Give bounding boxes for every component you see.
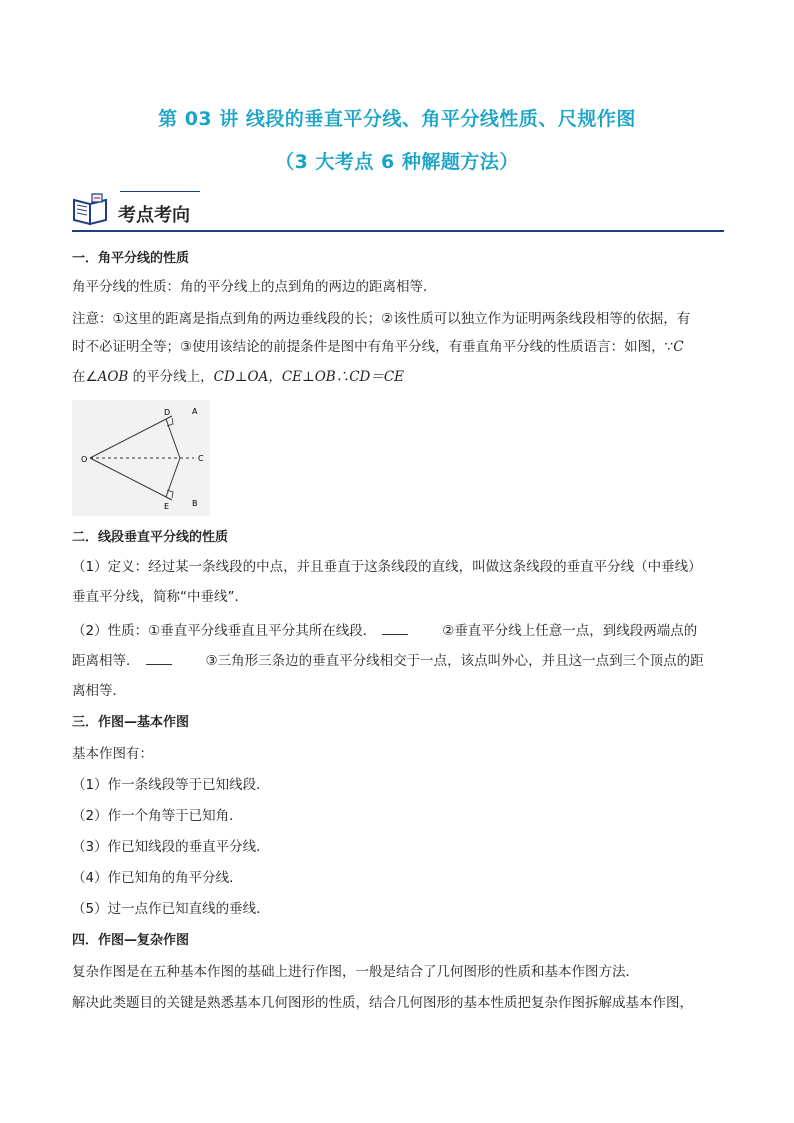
paragraph: 复杂作图是在五种基本作图的基础上进行作图，一般是结合了几何图形的性质和基本作图方法． bbox=[72, 964, 639, 980]
label-O: O bbox=[81, 455, 88, 464]
label-D: D bbox=[164, 408, 171, 417]
answer-blank bbox=[382, 622, 408, 635]
list-item: （1）作一条线段等于已知线段． bbox=[72, 777, 270, 793]
book-icon bbox=[72, 192, 112, 226]
paragraph: 时不必证明全等；③使用该结论的前提条件是图中有角平分线，有垂直角平分线的性质语言：如图，∵C bbox=[72, 339, 684, 355]
paragraph: 距离相等． ③三角形三条边的垂直平分线相交于一点，该点叫外心，并且这一点到三个顶点的距 bbox=[72, 653, 704, 669]
paragraph: 垂直平分线，简称“中垂线”． bbox=[72, 589, 248, 605]
label-B: B bbox=[192, 499, 198, 508]
lesson-subtitle: （3 大考点 6 种解题方法） bbox=[275, 151, 519, 173]
label-C: C bbox=[198, 454, 204, 463]
list-item: （2）作一个角等于已知角． bbox=[72, 808, 243, 824]
paragraph: 离相等． bbox=[72, 683, 126, 699]
paragraph: 解决此类题目的关键是熟悉基本几何图形的性质，结合几何图形的基本性质把复杂作图拆解成基本作图， bbox=[72, 995, 693, 1011]
paragraph: 注意：①这里的距离是指点到角的两边垂线段的长；②该性质可以独立作为证明两条线段相等的依据，有 bbox=[72, 311, 691, 327]
answer-blank bbox=[146, 652, 172, 665]
heading-complex-construction: 四．作图—复杂作图 bbox=[72, 933, 190, 948]
list-item: （5）过一点作已知直线的垂线． bbox=[72, 901, 270, 917]
paragraph: 角平分线的性质：角的平分线上的点到角的两边的距离相等． bbox=[72, 279, 437, 295]
paragraph: （2）性质：①垂直平分线垂直且平分其所在线段． ②垂直平分线上任意一点，到线段两端点的 bbox=[72, 623, 698, 639]
section-header bbox=[72, 188, 724, 232]
paragraph: 基本作图有： bbox=[72, 746, 153, 762]
heading-perpendicular-bisector: 二．线段垂直平分线的性质 bbox=[72, 530, 229, 545]
label-E: E bbox=[164, 502, 170, 511]
label-A: A bbox=[192, 407, 198, 416]
paragraph: 在∠AOB 的平分线上，CD⊥OA，CE⊥OB∴CD＝CE bbox=[72, 369, 405, 385]
angle-bisector-figure bbox=[72, 400, 210, 516]
list-item: （3）作已知线段的垂直平分线． bbox=[72, 839, 270, 855]
section-header-label: 考点考向 bbox=[118, 205, 190, 226]
heading-angle-bisector: 一．角平分线的性质 bbox=[72, 251, 190, 266]
paragraph: （1）定义：经过某一条线段的中点，并且垂直于这条线段的直线，叫做这条线段的垂直平分线（中垂线） bbox=[72, 559, 702, 575]
list-item: （4）作已知角的角平分线． bbox=[72, 870, 243, 886]
lesson-title: 第 03 讲 线段的垂直平分线、角平分线性质、尺规作图 bbox=[158, 108, 636, 130]
heading-basic-construction: 三．作图—基本作图 bbox=[72, 715, 190, 730]
